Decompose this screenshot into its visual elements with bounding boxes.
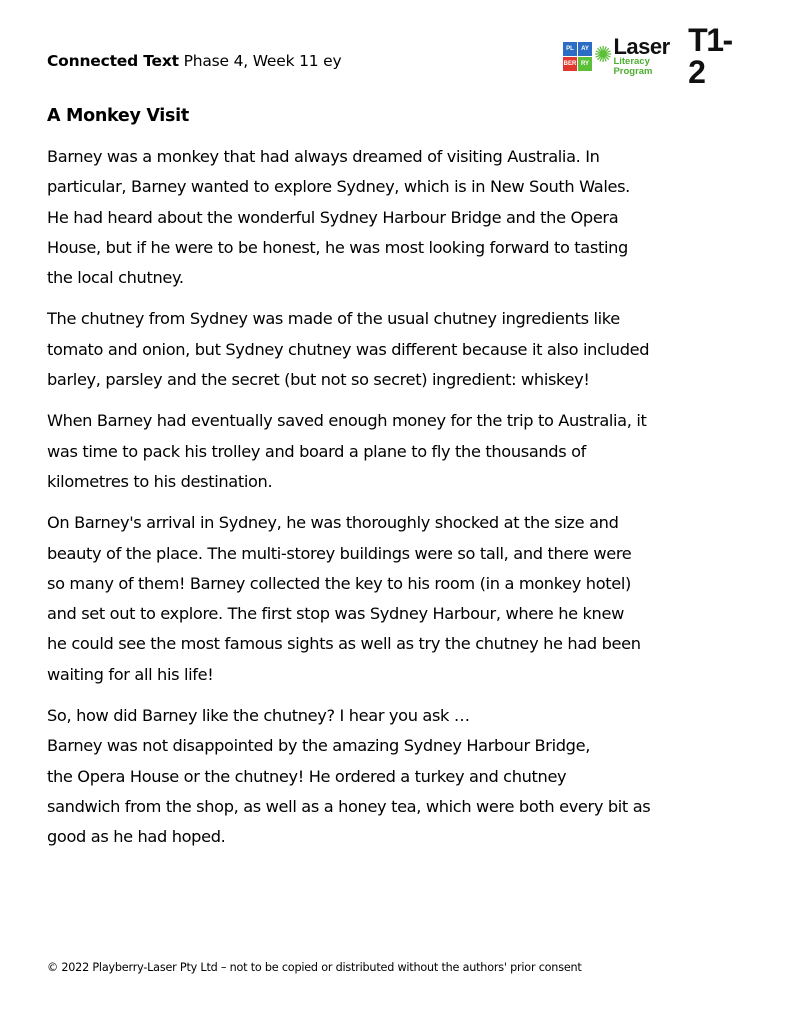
text-line: So, how did Barney like the chutney? I hear you ask … — [47, 706, 470, 726]
playberry-puzzle-icon — [563, 42, 592, 71]
paragraph — [47, 142, 752, 293]
document-title: A Monkey Visit — [47, 106, 189, 126]
document-body — [47, 142, 752, 864]
header-label-phase: Phase 4, Week 11 ey — [178, 52, 342, 70]
text-line: kilometres to his destination. — [47, 471, 273, 491]
text-line: particular, Barney wanted to explore Sydney, which is in New South Wales. — [47, 177, 630, 197]
text-line: so many of them! Barney collected the key to his room (in a monkey hotel) — [47, 573, 631, 593]
text-line: he could see the most famous sights as well as try the chutney he had been — [47, 634, 641, 654]
puzzle-piece: PL — [563, 42, 577, 56]
logo-wordmark — [613, 36, 685, 76]
paragraph — [47, 304, 752, 395]
laser-star-icon: ✺ — [594, 43, 613, 68]
text-line: tomato and onion, but Sydney chutney was different because it also included — [47, 339, 650, 359]
puzzle-piece: AY — [578, 42, 592, 56]
text-line: barley, parsley and the secret (but not so secret) ingredient: whiskey! — [47, 370, 590, 390]
text-line: sandwich from the shop, as well as a honey tea, which were both every bit as — [47, 796, 651, 816]
text-line: Barney was not disappointed by the amazing Sydney Harbour Bridge, — [47, 736, 591, 756]
paragraph — [47, 508, 752, 690]
laser-literacy-logo — [563, 22, 743, 90]
paragraph — [47, 406, 752, 497]
text-line: When Barney had eventually saved enough money for the trip to Australia, it — [47, 411, 647, 431]
text-line: good as he had hoped. — [47, 827, 226, 847]
text-line: and set out to explore. The first stop was Sydney Harbour, where he knew — [47, 604, 624, 624]
text-line: He had heard about the wonderful Sydney Harbour Bridge and the Opera — [47, 207, 619, 227]
text-line: beauty of the place. The multi-storey buildings were so tall, and there were — [47, 543, 632, 563]
paragraph — [47, 701, 752, 852]
logo-subtitle: Literacy Program — [613, 56, 653, 77]
header-label-bold: Connected Text — [47, 52, 179, 70]
puzzle-piece: RY — [578, 57, 592, 71]
header-label — [47, 52, 341, 70]
copyright-footer: © 2022 Playberry-Laser Pty Ltd – not to be copied or distributed without the authors' prior consent — [47, 961, 582, 974]
text-line: the Opera House or the chutney! He ordered a turkey and chutney — [47, 766, 567, 786]
text-line: The chutney from Sydney was made of the usual chutney ingredients like — [47, 309, 620, 329]
logo-brand: Laser — [613, 34, 670, 59]
puzzle-piece: BER — [563, 57, 577, 71]
text-line: the local chutney. — [47, 268, 184, 288]
text-line: Barney was a monkey that had always dreamed of visiting Australia. In — [47, 147, 600, 166]
text-line: House, but if he were to be honest, he was most looking forward to tasting — [47, 237, 628, 257]
text-line: waiting for all his life! — [47, 664, 214, 684]
text-line: was time to pack his trolley and board a plane to fly the thousands of — [47, 441, 587, 461]
logo-level: T1-2 — [688, 22, 732, 90]
text-line: On Barney's arrival in Sydney, he was thoroughly shocked at the size and — [47, 513, 619, 533]
